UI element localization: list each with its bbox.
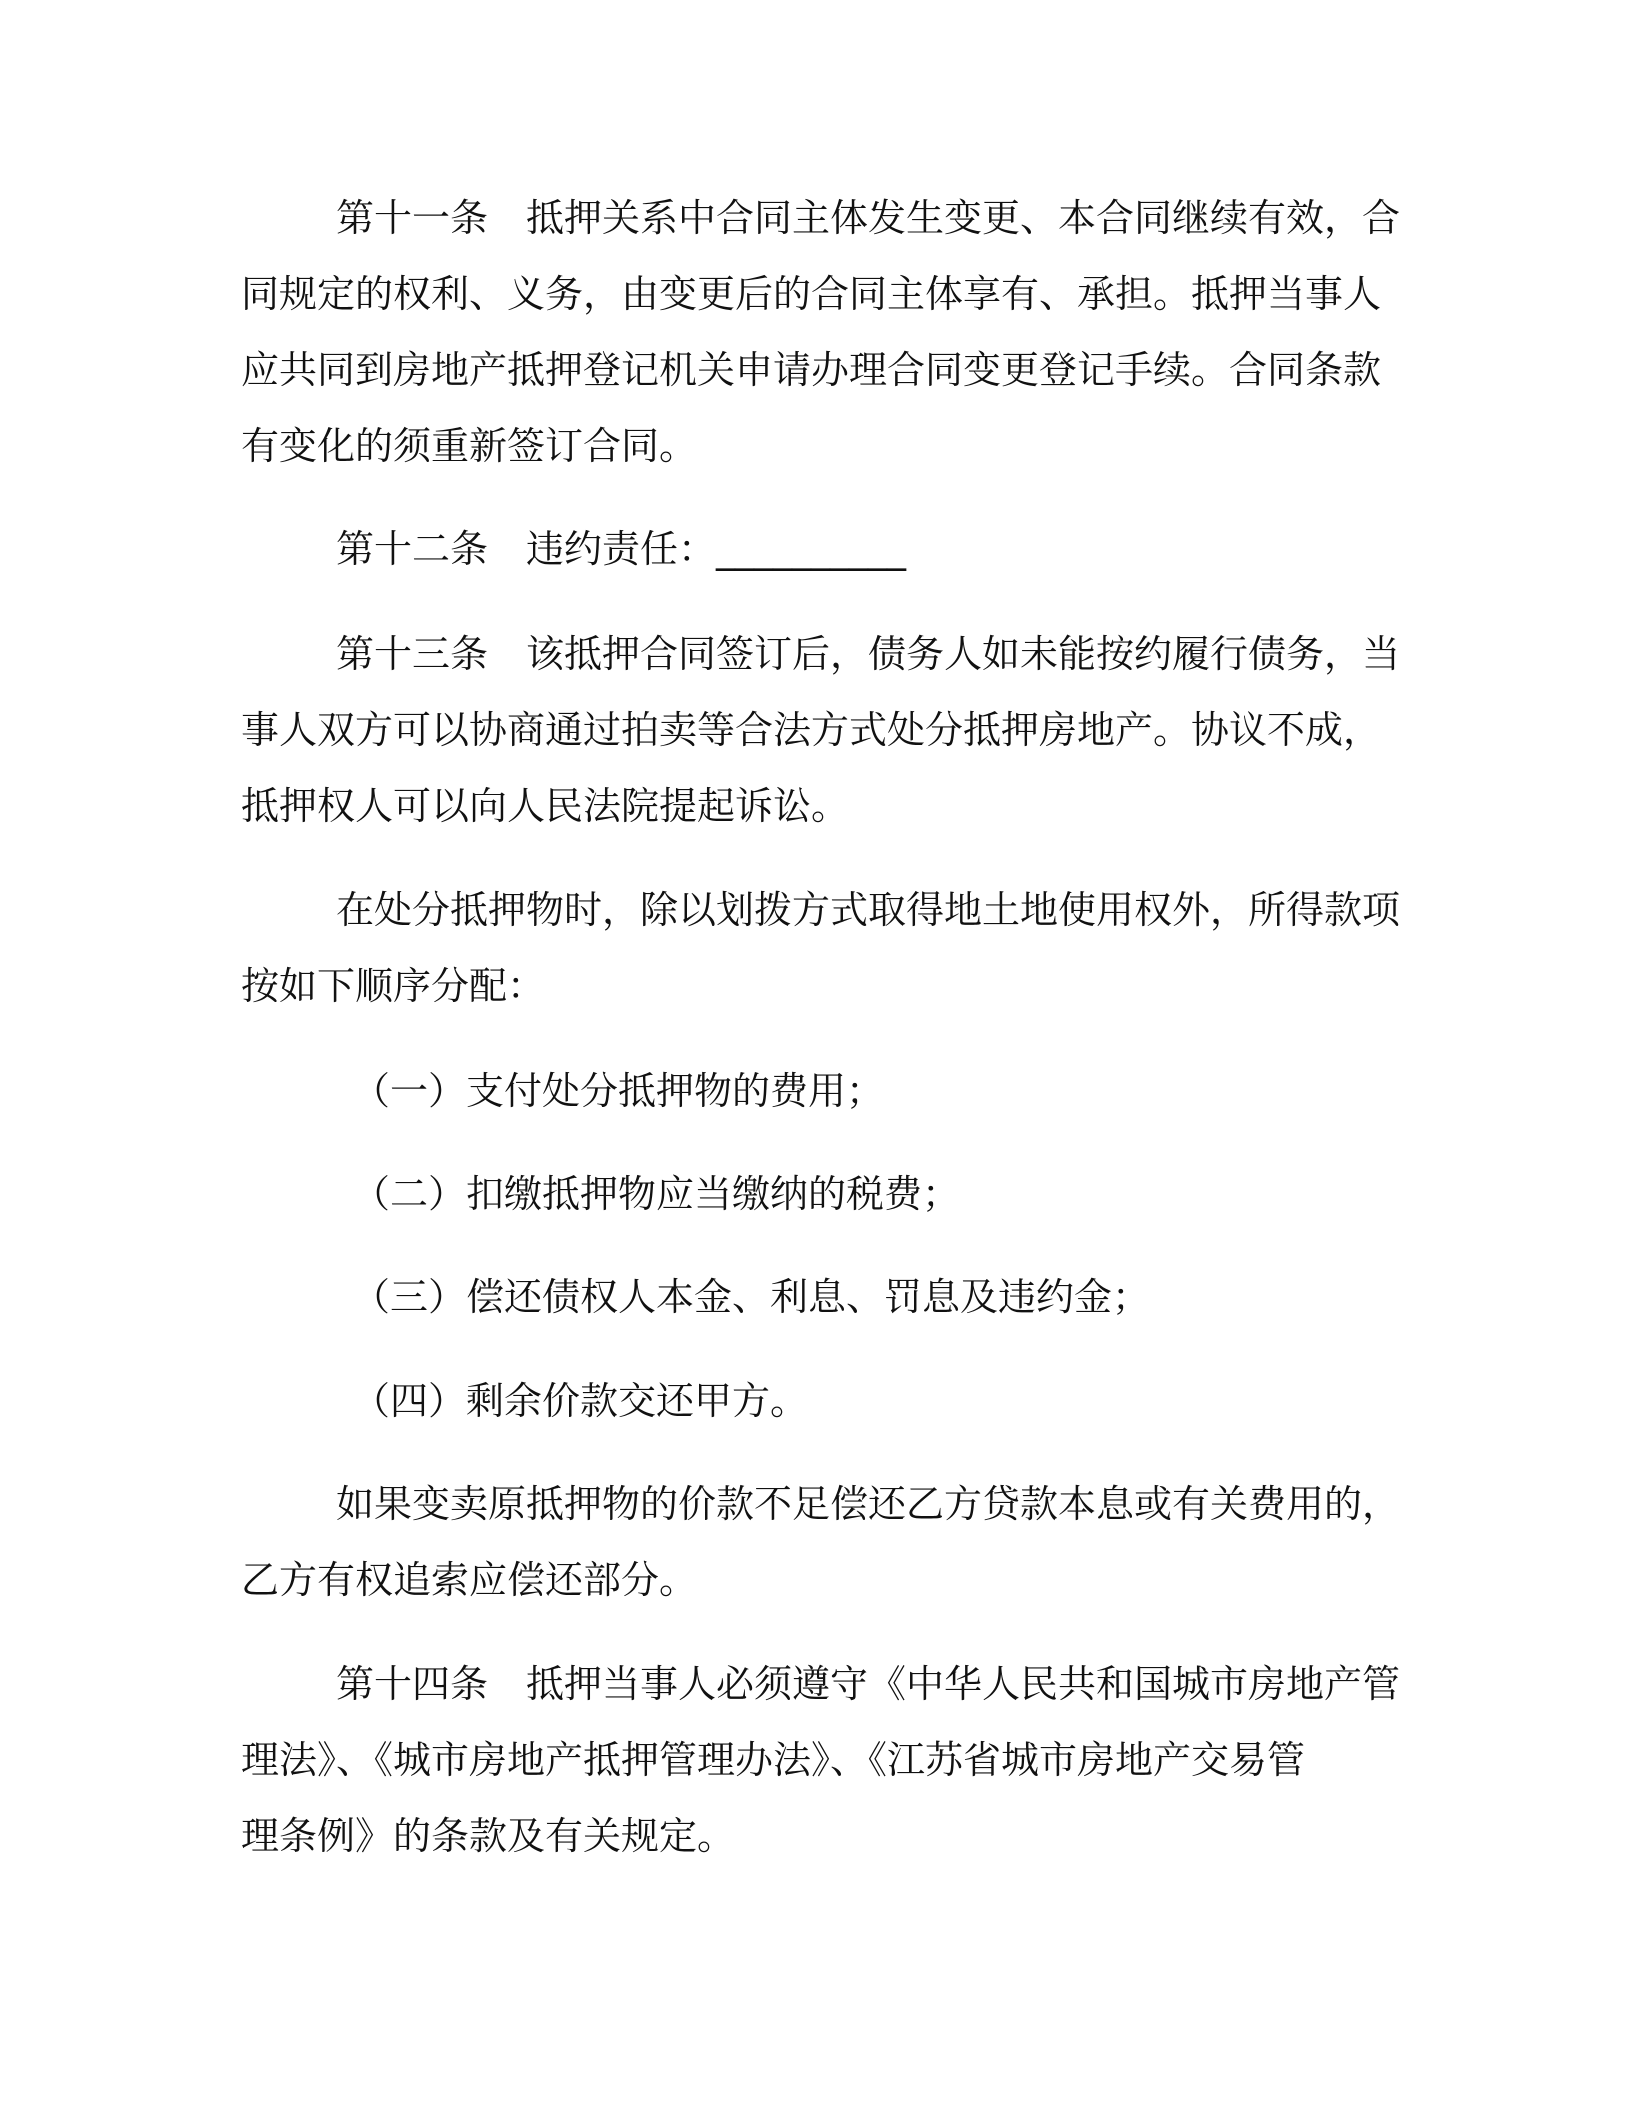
distribution-item-1: （一）支付处分抵押物的费用；	[352, 1069, 885, 1113]
article-13-text-1: 该抵押合同签订后，债务人如未能按约履行债务，当	[526, 632, 1401, 676]
distribution-item-2: （二）扣缴抵押物应当缴纳的税费；	[352, 1172, 961, 1216]
article-11-line-1	[336, 194, 1400, 242]
article-11-line-2: 同规定的权利、义务，由变更后的合同主体享有、承担。抵押当事人	[241, 272, 1382, 316]
article-13-line-2: 事人双方可以协商通过拍卖等合法方式处分抵押房地产。协议不成，	[241, 708, 1382, 752]
distribution-line-1: 在处分抵押物时，除以划拨方式取得地土地使用权外，所得款项	[336, 888, 1401, 932]
article-13-heading: 第十三条	[336, 632, 489, 676]
article-12-heading: 第十二条	[336, 527, 489, 571]
distribution-item-4: （四）剩余价款交还甲方。	[352, 1379, 809, 1423]
article-14-line-2: 理法》、《城市房地产抵押管理办法》、《江苏省城市房地产交易管	[241, 1738, 1306, 1782]
article-11-text-1: 抵押关系中合同主体发生变更、本合同继续有效，合	[526, 196, 1401, 240]
article-11-line-4: 有变化的须重新签订合同。	[241, 424, 698, 468]
article-14-line-1	[336, 1660, 1400, 1708]
distribution-line-2: 按如下顺序分配：	[241, 964, 546, 1008]
article-11-line-3: 应共同到房地产抵押登记机关申请办理合同变更登记手续。合同条款	[241, 348, 1382, 392]
article-14-heading: 第十四条	[336, 1662, 489, 1706]
shortfall-line-2: 乙方有权追索应偿还部分。	[241, 1558, 698, 1602]
article-12-text: 违约责任：__________	[526, 527, 907, 571]
article-14-line-3: 理条例》的条款及有关规定。	[241, 1814, 736, 1858]
shortfall-line-1: 如果变卖原抵押物的价款不足偿还乙方贷款本息或有关费用的，	[336, 1482, 1401, 1526]
article-11-heading: 第十一条	[336, 196, 489, 240]
distribution-item-3: （三）偿还债权人本金、利息、罚息及违约金；	[352, 1275, 1151, 1319]
article-13-line-3: 抵押权人可以向人民法院提起诉讼。	[241, 784, 850, 828]
article-12-line	[336, 525, 906, 573]
article-14-text-1: 抵押当事人必须遵守《中华人民共和国城市房地产管	[526, 1662, 1401, 1706]
article-13-line-1	[336, 630, 1400, 678]
